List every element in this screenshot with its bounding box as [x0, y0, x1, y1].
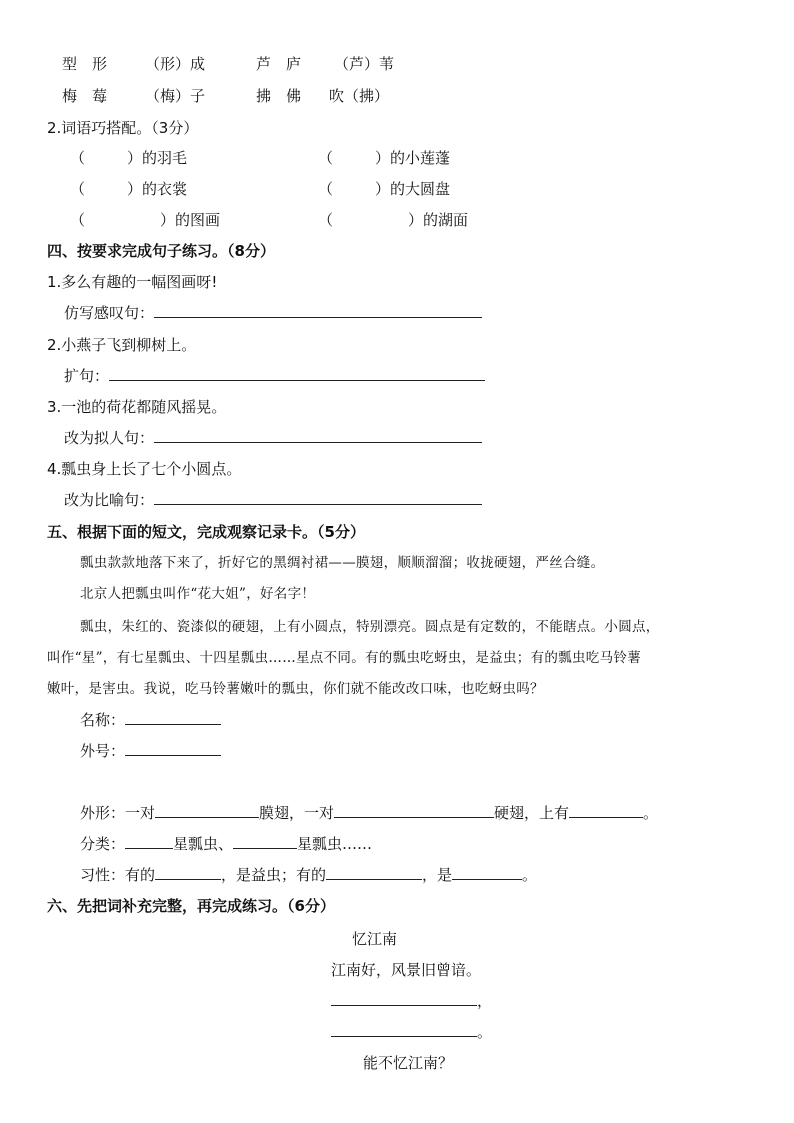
passage-paragraph-3-line-2: 叫作“星”，有七星瓢虫、十四星瓢虫……星点不同。有的瓢虫吃蚜虫，是益虫；有的瓢虫吃马铃薯: [47, 650, 642, 666]
matching-item-picture: （ ）的图画: [70, 211, 221, 229]
poem-line-2-blank[interactable]: [331, 991, 477, 1006]
shape-hard-wing-line[interactable]: [334, 803, 494, 818]
record-name-row: 名称：: [80, 710, 221, 730]
metaphor-answer-line[interactable]: [154, 490, 482, 505]
char-pair-fu: 拂 佛: [256, 87, 302, 105]
expand-answer-row: 扩句：: [64, 366, 485, 386]
habit-type-line[interactable]: [452, 865, 522, 880]
expand-answer-line[interactable]: [109, 366, 485, 381]
poem-line-1: 江南好，风景旧曾谙。: [331, 961, 482, 979]
record-name-line[interactable]: [125, 710, 221, 725]
class-first-line[interactable]: [125, 834, 173, 849]
sentence-q4: 4.瓢虫身上长了七个小圆点。: [47, 460, 242, 478]
exclamation-answer-line[interactable]: [154, 303, 482, 318]
record-class-row: 分类： 星瓢虫、 星瓢虫……: [80, 835, 373, 853]
exclamation-answer-row: 仿写感叹句：: [64, 303, 482, 323]
habit-beneficial-line[interactable]: [155, 865, 221, 880]
shape-membrane-wing-line[interactable]: [155, 803, 259, 818]
question-word-matching-title: 2.词语巧搭配。（3分）: [47, 119, 199, 137]
record-alias-line[interactable]: [125, 741, 221, 756]
char-pair-lu: 芦 庐: [256, 55, 302, 73]
char-answer-meizi: （梅）子: [145, 87, 206, 105]
matching-item-big-plate: （ ）的大圆盘: [318, 180, 451, 198]
char-answer-chuifu: 吹（拂）: [329, 87, 390, 105]
metaphor-answer-row: 改为比喻句：: [64, 490, 482, 510]
poem-title: 忆江南: [352, 930, 398, 948]
char-answer-xingcheng: （形）成: [145, 55, 206, 73]
matching-item-clothes: （ ）的衣裳: [70, 180, 188, 198]
poem-line-3-blank[interactable]: [331, 1022, 477, 1037]
matching-item-feather: （ ）的羽毛: [70, 149, 188, 167]
poem-blank-line-3: 。: [331, 1022, 492, 1042]
record-alias-row: 外号：: [80, 741, 221, 761]
shape-dots-line[interactable]: [569, 803, 643, 818]
sentence-q2: 2.小燕子飞到柳树上。: [47, 336, 197, 354]
section-4-title: 四、按要求完成句子练习。（8分）: [47, 242, 275, 260]
sentence-q3: 3.一池的荷花都随风摇晃。: [47, 398, 227, 416]
poem-last-line: 能不忆江南？: [363, 1054, 454, 1072]
char-pair-mei: 梅 莓: [62, 87, 108, 105]
passage-paragraph-3-line-1: 瓢虫，朱红的、瓷漆似的硬翅，上有小圆点，特别漂亮。圆点是有定数的，不能瞎点。小圆点，: [80, 619, 660, 635]
sentence-q1: 1.多么有趣的一幅图画呀!: [47, 273, 218, 291]
section-6-title: 六、先把词补充完整，再完成练习。（6分）: [47, 897, 335, 915]
poem-blank-line-2: ，: [331, 991, 492, 1011]
habit-harmful-line[interactable]: [326, 865, 422, 880]
personification-answer-row: 改为拟人句：: [64, 428, 482, 448]
passage-paragraph-1: 瓢虫款款地落下来了，折好它的黑绸衬裙——膜翅，顺顺溜溜；收拢硬翅，严丝合缝。: [80, 555, 605, 571]
matching-item-lotus-pod: （ ）的小莲蓬: [318, 149, 451, 167]
record-habit-row: 习性：有的 ，是益虫；有的 ，是 。: [80, 866, 538, 884]
char-answer-luwei: （芦）苇: [334, 55, 395, 73]
personification-answer-line[interactable]: [154, 428, 482, 443]
passage-paragraph-3-line-3: 嫩叶，是害虫。我说，吃马铃薯嫩叶的瓢虫，你们就不能改改口味，也吃蚜虫吗？: [47, 681, 544, 697]
char-pair-xing: 型 形: [62, 55, 108, 73]
passage-paragraph-2: 北京人把瓢虫叫作“花大姐”，好名字！: [80, 586, 316, 602]
record-shape-row: 外形：一对 膜翅，一对 硬翅，上有 。: [80, 804, 659, 822]
section-5-title: 五、根据下面的短文，完成观察记录卡。（5分）: [47, 523, 365, 541]
class-second-line[interactable]: [233, 834, 297, 849]
matching-item-lake-surface: （ ）的湖面: [318, 211, 469, 229]
